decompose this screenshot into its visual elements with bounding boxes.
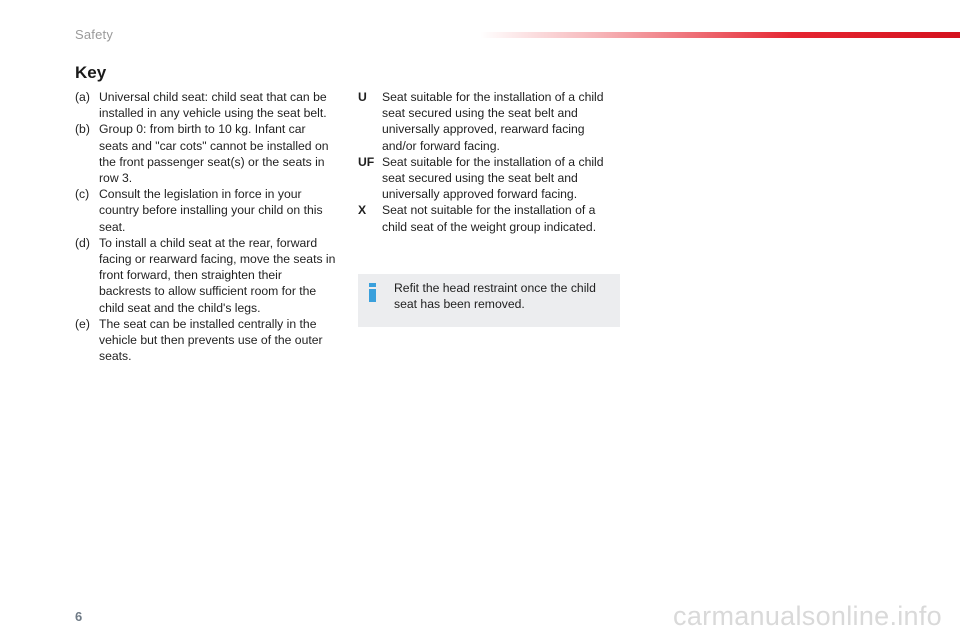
definition-item: [75, 235, 337, 316]
definition-label: (e): [75, 316, 90, 331]
info-box: [358, 274, 620, 327]
header-accent-bar: [480, 32, 960, 38]
definition-item: [75, 186, 337, 235]
info-icon-stem: [369, 289, 376, 302]
definition-text: Consult the legislation in force in your country before installing your child on this seat.: [99, 187, 323, 234]
legend-list: [358, 89, 620, 235]
watermark: carmanualsonline.info: [673, 601, 942, 631]
key-heading: Key: [75, 63, 107, 82]
section-title: Safety: [75, 27, 114, 42]
legend-code: UF: [358, 154, 375, 169]
legend-code: X: [358, 203, 367, 218]
info-text: Refit the head restraint once the child seat has been removed.: [394, 281, 596, 312]
legend-text: Seat not suitable for the installation of a child seat of the weight group indicated.: [382, 203, 597, 234]
definition-label: (a): [75, 90, 90, 104]
definitions-list: [75, 89, 337, 364]
definition-text: The seat can be installed centrally in the vehicle but then prevents use of the outer seats.: [99, 316, 323, 364]
definition-text: Universal child seat: child seat that can be installed in any vehicle using the seat belt.: [99, 90, 327, 121]
legend-code: U: [358, 90, 367, 104]
definition-text: To install a child seat at the rear, forward facing or rearward facing, move the seats in front forward, then straighten their backrests to allow sufficient room for the child seat and the child's legs.: [99, 235, 336, 315]
definition-item: [75, 316, 337, 365]
legend-item: [358, 202, 620, 234]
legend-item: [358, 89, 620, 154]
info-icon-dot: [369, 283, 376, 287]
definition-item: [75, 89, 337, 121]
page-number: 6: [75, 609, 83, 624]
definition-text: Group 0: from birth to 10 kg. Infant car seats and "car cots" cannot be installed on the front passenger seat(s) or the seats in row 3.: [99, 122, 329, 186]
legend-text: Seat suitable for the installation of a child seat secured using the seat belt and universally approved forward facing.: [382, 154, 604, 202]
definition-label: (b): [75, 122, 90, 137]
definition-item: [75, 121, 337, 186]
definition-label: (c): [75, 187, 90, 202]
definition-label: (d): [75, 235, 90, 250]
info-icon: [367, 283, 378, 302]
legend-item: [358, 154, 620, 203]
legend-text: Seat suitable for the installation of a child seat secured using the seat belt and universally approved, rearward facing and/or forward facing.: [382, 90, 604, 153]
